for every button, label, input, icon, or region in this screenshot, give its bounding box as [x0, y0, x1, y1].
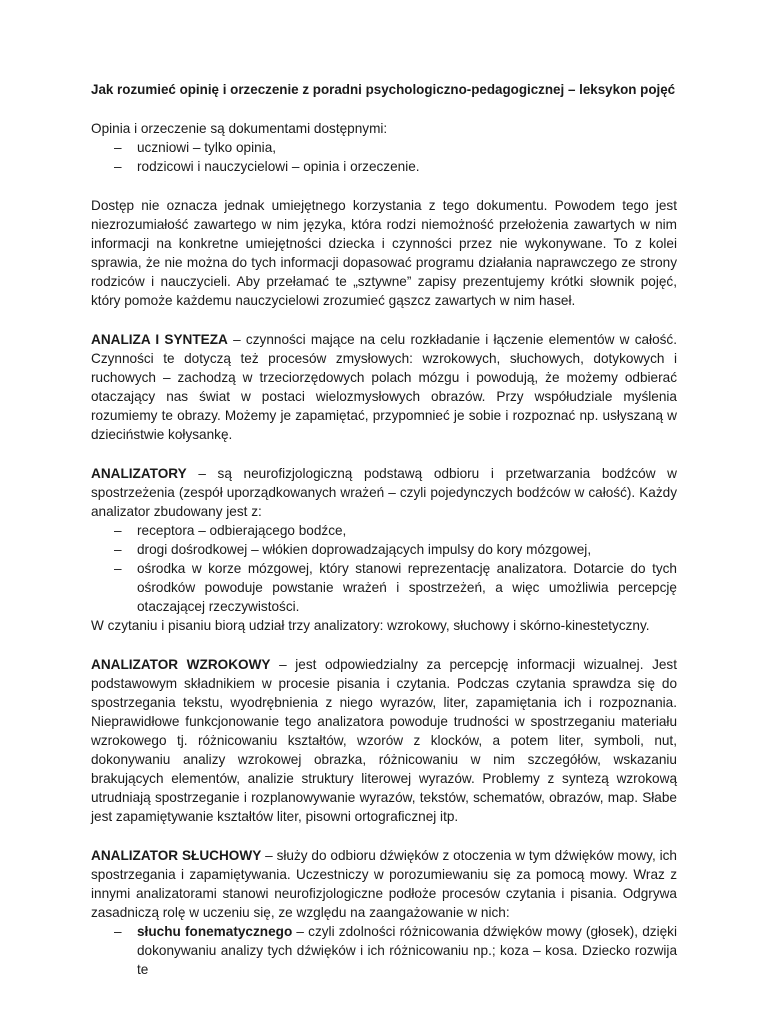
- entry-paragraph: [91, 655, 677, 826]
- document-title: Jak rozumieć opinię i orzeczenie z poradni psychologiczno-pedagogicznej – leksykon pojęć: [91, 82, 676, 97]
- document-content: [91, 80, 677, 999]
- list-item: – uczniowi – tylko opinia,: [91, 138, 677, 157]
- list-item-text: – czyli zdolności różnicowania dźwięków mowy (głosek), dzięki dokonywaniu analizy tych dźwięków i ich różnicowaniu np.; koza – kosa. Dziecko rozwija te: [137, 924, 677, 977]
- list-item: – drogi dośrodkowej – włókien doprowadzających impulsy do kory mózgowej,: [91, 540, 677, 559]
- entry-term: ANALIZA I SYNTEZA: [91, 332, 228, 347]
- analizatory-list: [91, 521, 677, 616]
- entry-paragraph: [91, 464, 677, 521]
- entry-term: ANALIZATORY: [91, 466, 187, 481]
- intro-lead: Opinia i orzeczenie są dokumentami dostępnymi:: [91, 121, 388, 136]
- list-item: – receptora – odbierającego bodźce,: [91, 521, 677, 540]
- entry-analizatory: [91, 464, 677, 635]
- entry-term: ANALIZATOR WZROKOWY: [91, 657, 271, 672]
- list-item-term: słuchu fonematycznego: [137, 924, 293, 939]
- access-section: [91, 196, 677, 310]
- entry-definition: – służy do odbioru dźwięków z otoczenia w tym dźwięków mowy, ich spostrzegania i zapamiętywania. Uczestniczy w porozumiewaniu się za pomocą mowy. Wraz z innymi analizatorami stanowi neurofizjologiczne podłoże procesów czytania i pisania. Odgrywa zasadniczą rolę w uczeniu się, ze względu na zaangażowanie w nich:: [91, 848, 677, 920]
- entry-paragraph: [91, 330, 677, 444]
- list-item: [91, 922, 677, 979]
- entry-analizator-sluchowy: [91, 846, 677, 979]
- entry-definition: – czynności mające na celu rozkładanie i łączenie elementów w całość. Czynności te dotyczą też procesów zmysłowych: wzrokowych, słuchowych, dotykowych i ruchowych – zachodzą w trzeciorzędowych polach mózgu i powodują, że możemy odbierać otaczający nas świat w postaci wielozmysłowych obrazów. Przy współudziale myślenia rozumiemy te obrazy. Możemy je zapamiętać, przypomnieć je sobie i rozpoznać np. usłyszaną w dzieciństwie kołysankę.: [91, 332, 678, 442]
- entry-analiza-i-synteza: [91, 330, 677, 444]
- entry-definition: – są neurofizjologiczną podstawą odbioru i przetwarzania bodźców w spostrzeżenia (zespół uporządkowanych wrażeń – czyli pojedynczych bodźców w całość). Każdy analizator zbudowany jest z:: [91, 466, 677, 519]
- entry-definition: – jest odpowiedzialny za percepcję informacji wizualnej. Jest podstawowym składnikiem w procesie pisania i czytania. Podczas czytania sprawdza się do spostrzegania tekstu, wyodrębnienia z niego wyrazów, liter, zapamiętania ich i rozpoznania. Nieprawidłowe funkcjonowanie tego analizatora powoduje trudności w spostrzeganiu materiału wzrokowego tj. różnicowaniu kształtów, wzorów z klocków, a potem liter, symboli, nut, dokonywaniu analizy wzrokowej obrazka, różnicowaniu w nim szczegółów, wskazaniu brakujących elementów, analizie struktury literowej wyrazów. Problemy z syntezą wzrokową utrudniają spostrzeganie i rozplanowywanie wyrazów, tekstów, schematów, obrazów, map. Słabe jest zapamiętywanie kształtów liter, pisowni ortograficznej itp.: [91, 657, 677, 824]
- entry-term: ANALIZATOR SŁUCHOWY: [91, 848, 262, 863]
- intro-section: [91, 119, 677, 176]
- analizatory-footer: W czytaniu i pisaniu biorą udział trzy analizatory: wzrokowy, słuchowy i skórno-kinestetyczny.: [91, 618, 650, 633]
- entry-paragraph: [91, 846, 677, 922]
- list-item: – rodzicowi i nauczycielowi – opinia i orzeczenie.: [91, 157, 677, 176]
- sluchowy-list: [91, 922, 677, 979]
- list-item: – ośrodka w korze mózgowej, który stanowi reprezentację analizatora. Dotarcie do tych ośrodków powoduje powstanie wrażeń i spostrzeżeń, a więc umożliwia percepcję otaczającej rzeczywistości.: [91, 559, 677, 616]
- entry-analizator-wzrokowy: [91, 655, 677, 826]
- intro-list: [91, 138, 677, 176]
- access-paragraph: Dostęp nie oznacza jednak umiejętnego korzystania z tego dokumentu. Powodem tego jest niezrozumiałość zawartego w nim języka, która rodzi niemożność przełożenia zawartych w nim informacji na konkretne umiejętności dziecka i czynności przez nie wykonywane. To z kolei sprawia, że nie można do tych informacji dopasować programu działania naprawczego ze strony rodziców i nauczycieli. Aby przełamać te „sztywne” zapisy prezentujemy krótki słownik pojęć, który pomoże każdemu nauczycielowi zrozumieć gąszcz zawartych w nim haseł.: [91, 198, 677, 308]
